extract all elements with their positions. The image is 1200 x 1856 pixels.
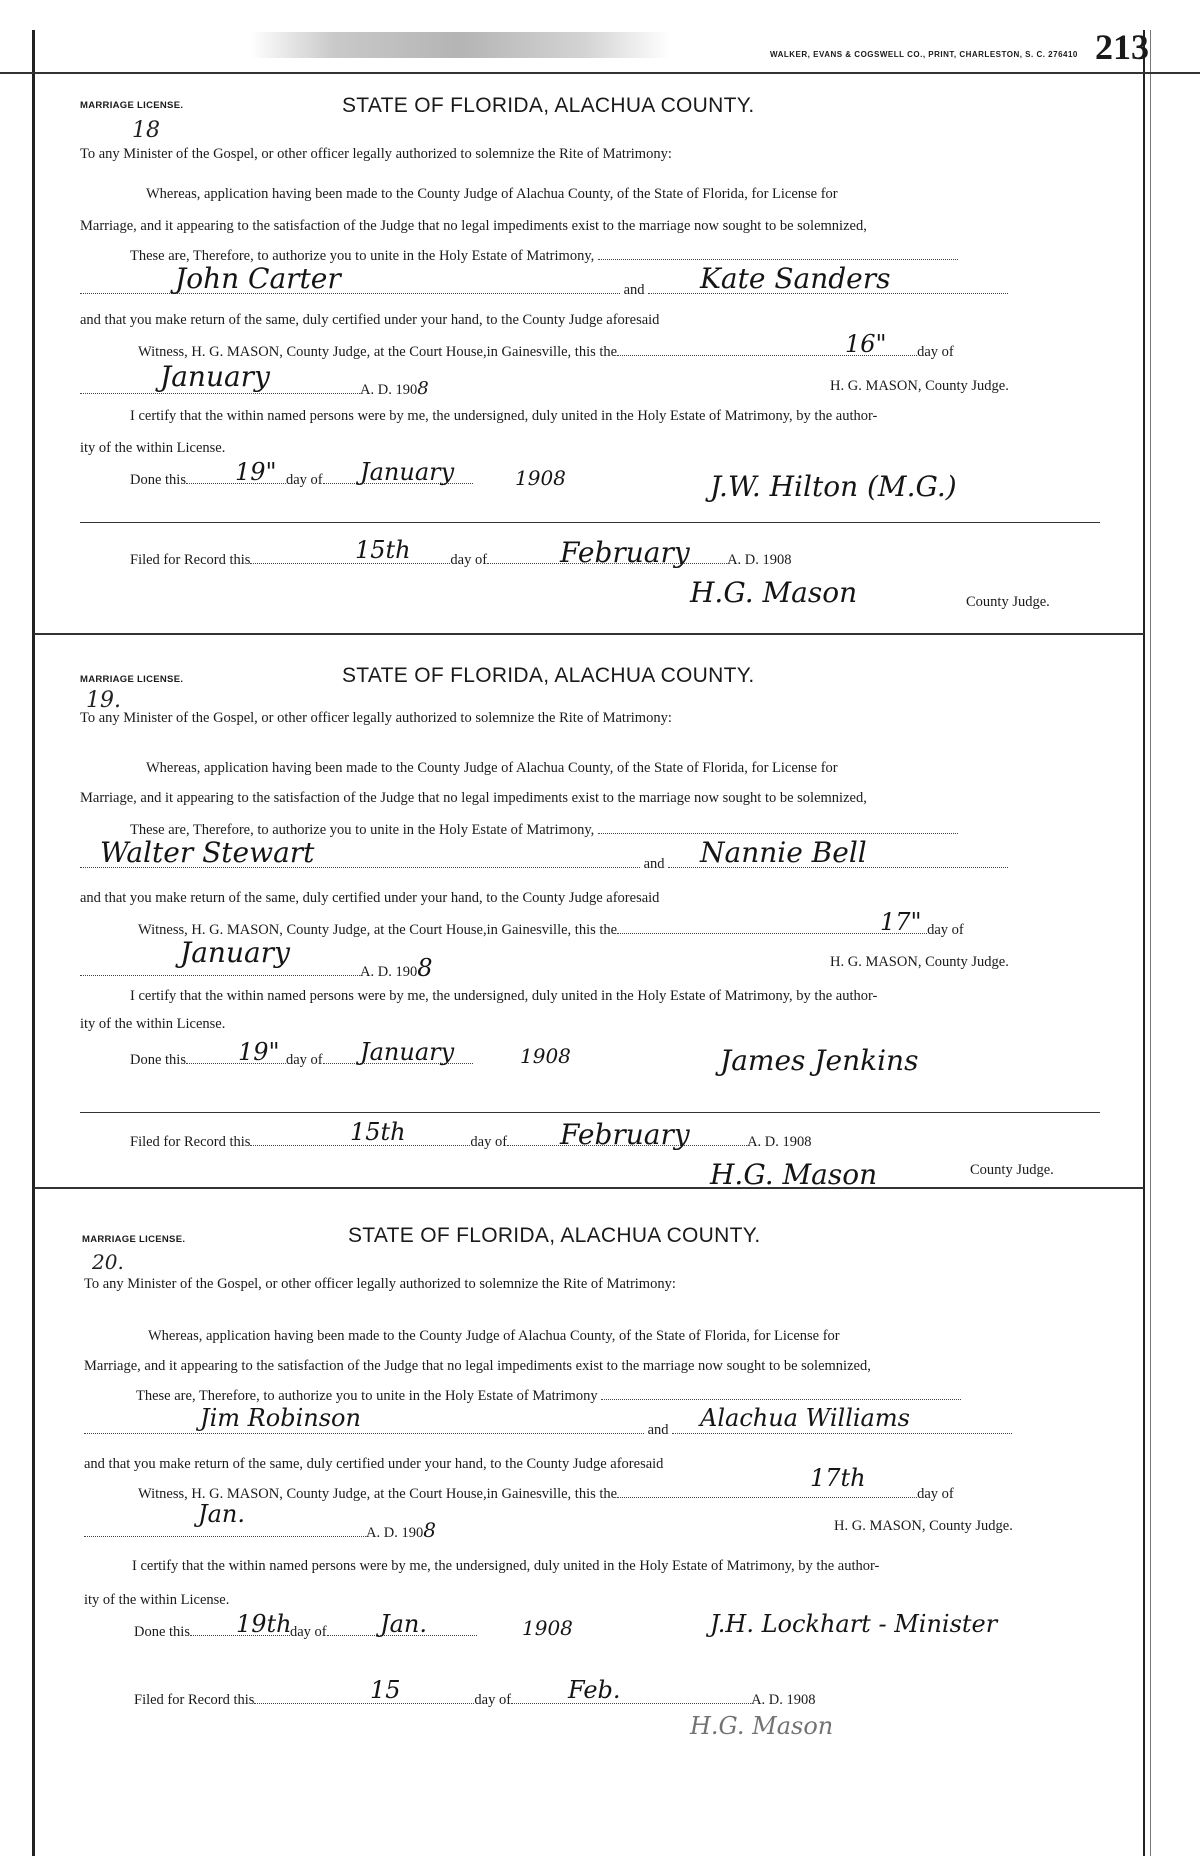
day-of-label: day of (917, 1486, 954, 1502)
filed-day-of: day of (470, 1134, 508, 1150)
witness-label: Witness, H. G. MASON, County Judge, at the Court House,in Gainesville, this the (138, 1486, 618, 1502)
license-label: MARRIAGE LICENSE. (82, 1234, 186, 1245)
filed-month: February (560, 1118, 690, 1151)
groom-name: Walter Stewart (100, 836, 315, 869)
certify-text: I certify that the within named persons were by me, the undersigned, duly united in the Holy Estate of Matrimony, by the author- (132, 1558, 880, 1574)
salutation: To any Minister of the Gospel, or other officer legally authorized to solemnize the Rite of Matrimony: (84, 1276, 676, 1292)
return-text: and that you make return of the same, duly certified under your hand, to the County Judge aforesaid (80, 890, 660, 906)
marriage-text: Marriage, and it appearing to the satisfaction of the Judge that no legal impediments exist to the marriage now sought to be solemnized, (80, 790, 867, 806)
certify-text-2: ity of the within License. (84, 1592, 230, 1608)
groom-name: Jim Robinson (200, 1404, 361, 1432)
done-day-of: day of (289, 1624, 327, 1640)
salutation: To any Minister of the Gospel, or other officer legally authorized to solemnize the Rite of Matrimony: (80, 710, 672, 726)
filed-month: Feb. (568, 1676, 621, 1704)
marriage-text: Marriage, and it appearing to the satisfaction of the Judge that no legal impediments exist to the marriage now sought to be solemnized, (84, 1358, 871, 1374)
witness-label: Witness, H. G. MASON, County Judge, at the Court House,in Gainesville, this the (138, 922, 618, 938)
record-title: STATE OF FLORIDA, ALACHUA COUNTY. (342, 94, 755, 117)
done-month: January (360, 458, 455, 486)
filed-line (134, 1692, 816, 1709)
year-digit: 8 (417, 954, 433, 982)
dotted-fill (250, 563, 450, 564)
record-title: STATE OF FLORIDA, ALACHUA COUNTY. (342, 664, 755, 687)
done-year: 1908 (520, 1044, 571, 1068)
filed-ad: A. D. 1908 (751, 1692, 816, 1708)
judge-title: H. G. MASON, County Judge. (830, 954, 1009, 970)
ad-label: A. D. 190 (360, 382, 418, 398)
these-are-label: These are, Therefore, to authorize you to unite in the Holy Estate of Matrimony (136, 1388, 598, 1404)
scan-smudge (250, 32, 670, 58)
filed-ad: A. D. 1908 (747, 1134, 812, 1150)
done-day: 19" (235, 458, 277, 486)
witness-month: January (180, 936, 290, 969)
done-label: Done this (130, 472, 186, 488)
done-year: 1908 (522, 1616, 573, 1640)
marriage-record (0, 90, 1200, 650)
dotted-fill (617, 1497, 917, 1498)
record-number: 20. (92, 1250, 124, 1274)
done-month: Jan. (380, 1610, 428, 1638)
dotted-fill (672, 1433, 1012, 1434)
judge-title: H. G. MASON, County Judge. (830, 378, 1009, 394)
clerk-signature: H.G. Mason (710, 1158, 878, 1191)
filed-day: 15th (350, 1118, 406, 1146)
county-judge-label: County Judge. (966, 594, 1050, 610)
bride-name: Nannie Bell (700, 836, 867, 869)
whereas-text: Whereas, application having been made to the County Judge of Alachua County, of the State of Florida, for License for (146, 760, 838, 776)
filed-day-of: day of (450, 552, 488, 568)
filed-day: 15th (355, 536, 411, 564)
year-digit: 8 (417, 378, 429, 399)
clerk-signature: H.G. Mason (690, 1712, 834, 1740)
dotted-fill (601, 1399, 961, 1400)
officiant-rule (80, 522, 1100, 523)
marriage-record (0, 664, 1200, 1224)
certify-text: I certify that the within named persons were by me, the undersigned, duly united in the Holy Estate of Matrimony, by the author- (130, 408, 878, 424)
ad-label: A. D. 190 (360, 964, 418, 980)
certify-text-2: ity of the within License. (80, 440, 226, 456)
done-month: January (360, 1038, 455, 1066)
these-are-text (136, 1388, 961, 1405)
record-title: STATE OF FLORIDA, ALACHUA COUNTY. (348, 1224, 761, 1247)
day-of-label: day of (927, 922, 964, 938)
filed-day: 15 (370, 1676, 401, 1704)
filed-day-of: day of (474, 1692, 512, 1708)
done-label: Done this (134, 1624, 190, 1640)
done-day-of: day of (285, 1052, 323, 1068)
filed-label: Filed for Record this (130, 1134, 251, 1150)
dotted-fill (80, 975, 360, 976)
dotted-fill (598, 833, 958, 834)
officiant-signature: J.H. Lockhart - Minister (710, 1610, 998, 1638)
page-number: 213 (1095, 27, 1149, 67)
salutation: To any Minister of the Gospel, or other officer legally authorized to solemnize the Rite of Matrimony: (80, 146, 672, 162)
officiant-rule (80, 1112, 1100, 1113)
dotted-fill (511, 1703, 751, 1704)
done-year: 1908 (515, 466, 566, 490)
bride-name: Kate Sanders (700, 262, 891, 295)
witness-day: 17th (810, 1464, 866, 1492)
certify-text: I certify that the within named persons were by me, the undersigned, duly united in the Holy Estate of Matrimony, by the author- (130, 988, 878, 1004)
bride-name: Alachua Williams (700, 1404, 910, 1432)
dotted-fill (80, 393, 360, 394)
witness-label: Witness, H. G. MASON, County Judge, at the Court House,in Gainesville, this the (138, 344, 618, 360)
witness-line (138, 344, 954, 361)
witness-day: 17" (880, 908, 922, 936)
and-label: and (643, 856, 665, 872)
filed-ad: A. D. 1908 (727, 552, 792, 568)
filed-line (130, 552, 792, 569)
day-of-label: day of (917, 344, 954, 360)
witness-month: January (160, 360, 270, 393)
license-label: MARRIAGE LICENSE. (80, 674, 184, 685)
whereas-text: Whereas, application having been made to the County Judge of Alachua County, of the State of Florida, for License for (146, 186, 838, 202)
groom-name: John Carter (175, 262, 341, 295)
dotted-fill (80, 293, 620, 294)
ad-label: A. D. 190 (366, 1525, 424, 1541)
filed-label: Filed for Record this (134, 1692, 255, 1708)
officiant-signature: James Jenkins (720, 1044, 919, 1077)
printer-imprint: WALKER, EVANS & COGSWELL CO., PRINT, CHARLESTON, S. C. 276410 (770, 50, 1078, 59)
certify-text-2: ity of the within License. (80, 1016, 226, 1032)
year-digit: 8 (423, 1518, 436, 1542)
officiant-signature: J.W. Hilton (M.G.) (710, 470, 957, 503)
and-label: and (647, 1422, 669, 1438)
return-text: and that you make return of the same, duly certified under your hand, to the County Judge aforesaid (84, 1456, 664, 1472)
these-are-label: These are, Therefore, to authorize you to unite in the Holy Estate of Matrimony, (130, 248, 595, 264)
county-judge-label: County Judge. (970, 1162, 1054, 1178)
filed-label: Filed for Record this (130, 552, 251, 568)
witness-month: Jan. (198, 1500, 246, 1528)
done-day: 19" (238, 1038, 280, 1066)
record-number: 19. (86, 688, 121, 713)
dotted-fill (254, 1703, 474, 1704)
these-are-label: These are, Therefore, to authorize you to unite in the Holy Estate of Matrimony, (130, 822, 595, 838)
return-text: and that you make return of the same, duly certified under your hand, to the County Judge aforesaid (80, 312, 660, 328)
filed-month: February (560, 536, 690, 569)
filed-line (130, 1134, 812, 1151)
whereas-text: Whereas, application having been made to the County Judge of Alachua County, of the State of Florida, for License for (148, 1328, 840, 1344)
marriage-text: Marriage, and it appearing to the satisfaction of the Judge that no legal impediments exist to the marriage now sought to be solemnized, (80, 218, 867, 234)
done-day-of: day of (285, 472, 323, 488)
dotted-fill (84, 1536, 366, 1537)
clerk-signature: H.G. Mason (690, 576, 858, 609)
license-label: MARRIAGE LICENSE. (80, 100, 184, 111)
judge-title: H. G. MASON, County Judge. (834, 1518, 1013, 1534)
record-number: 18 (132, 118, 160, 143)
and-label: and (623, 282, 645, 298)
month-line (84, 1518, 436, 1542)
top-rule (0, 72, 1200, 74)
marriage-record (0, 1222, 1200, 1782)
done-day: 19th (236, 1610, 292, 1638)
done-label: Done this (130, 1052, 186, 1068)
dotted-fill (84, 1433, 644, 1434)
witness-day: 16" (845, 330, 887, 358)
dotted-fill (598, 259, 958, 260)
